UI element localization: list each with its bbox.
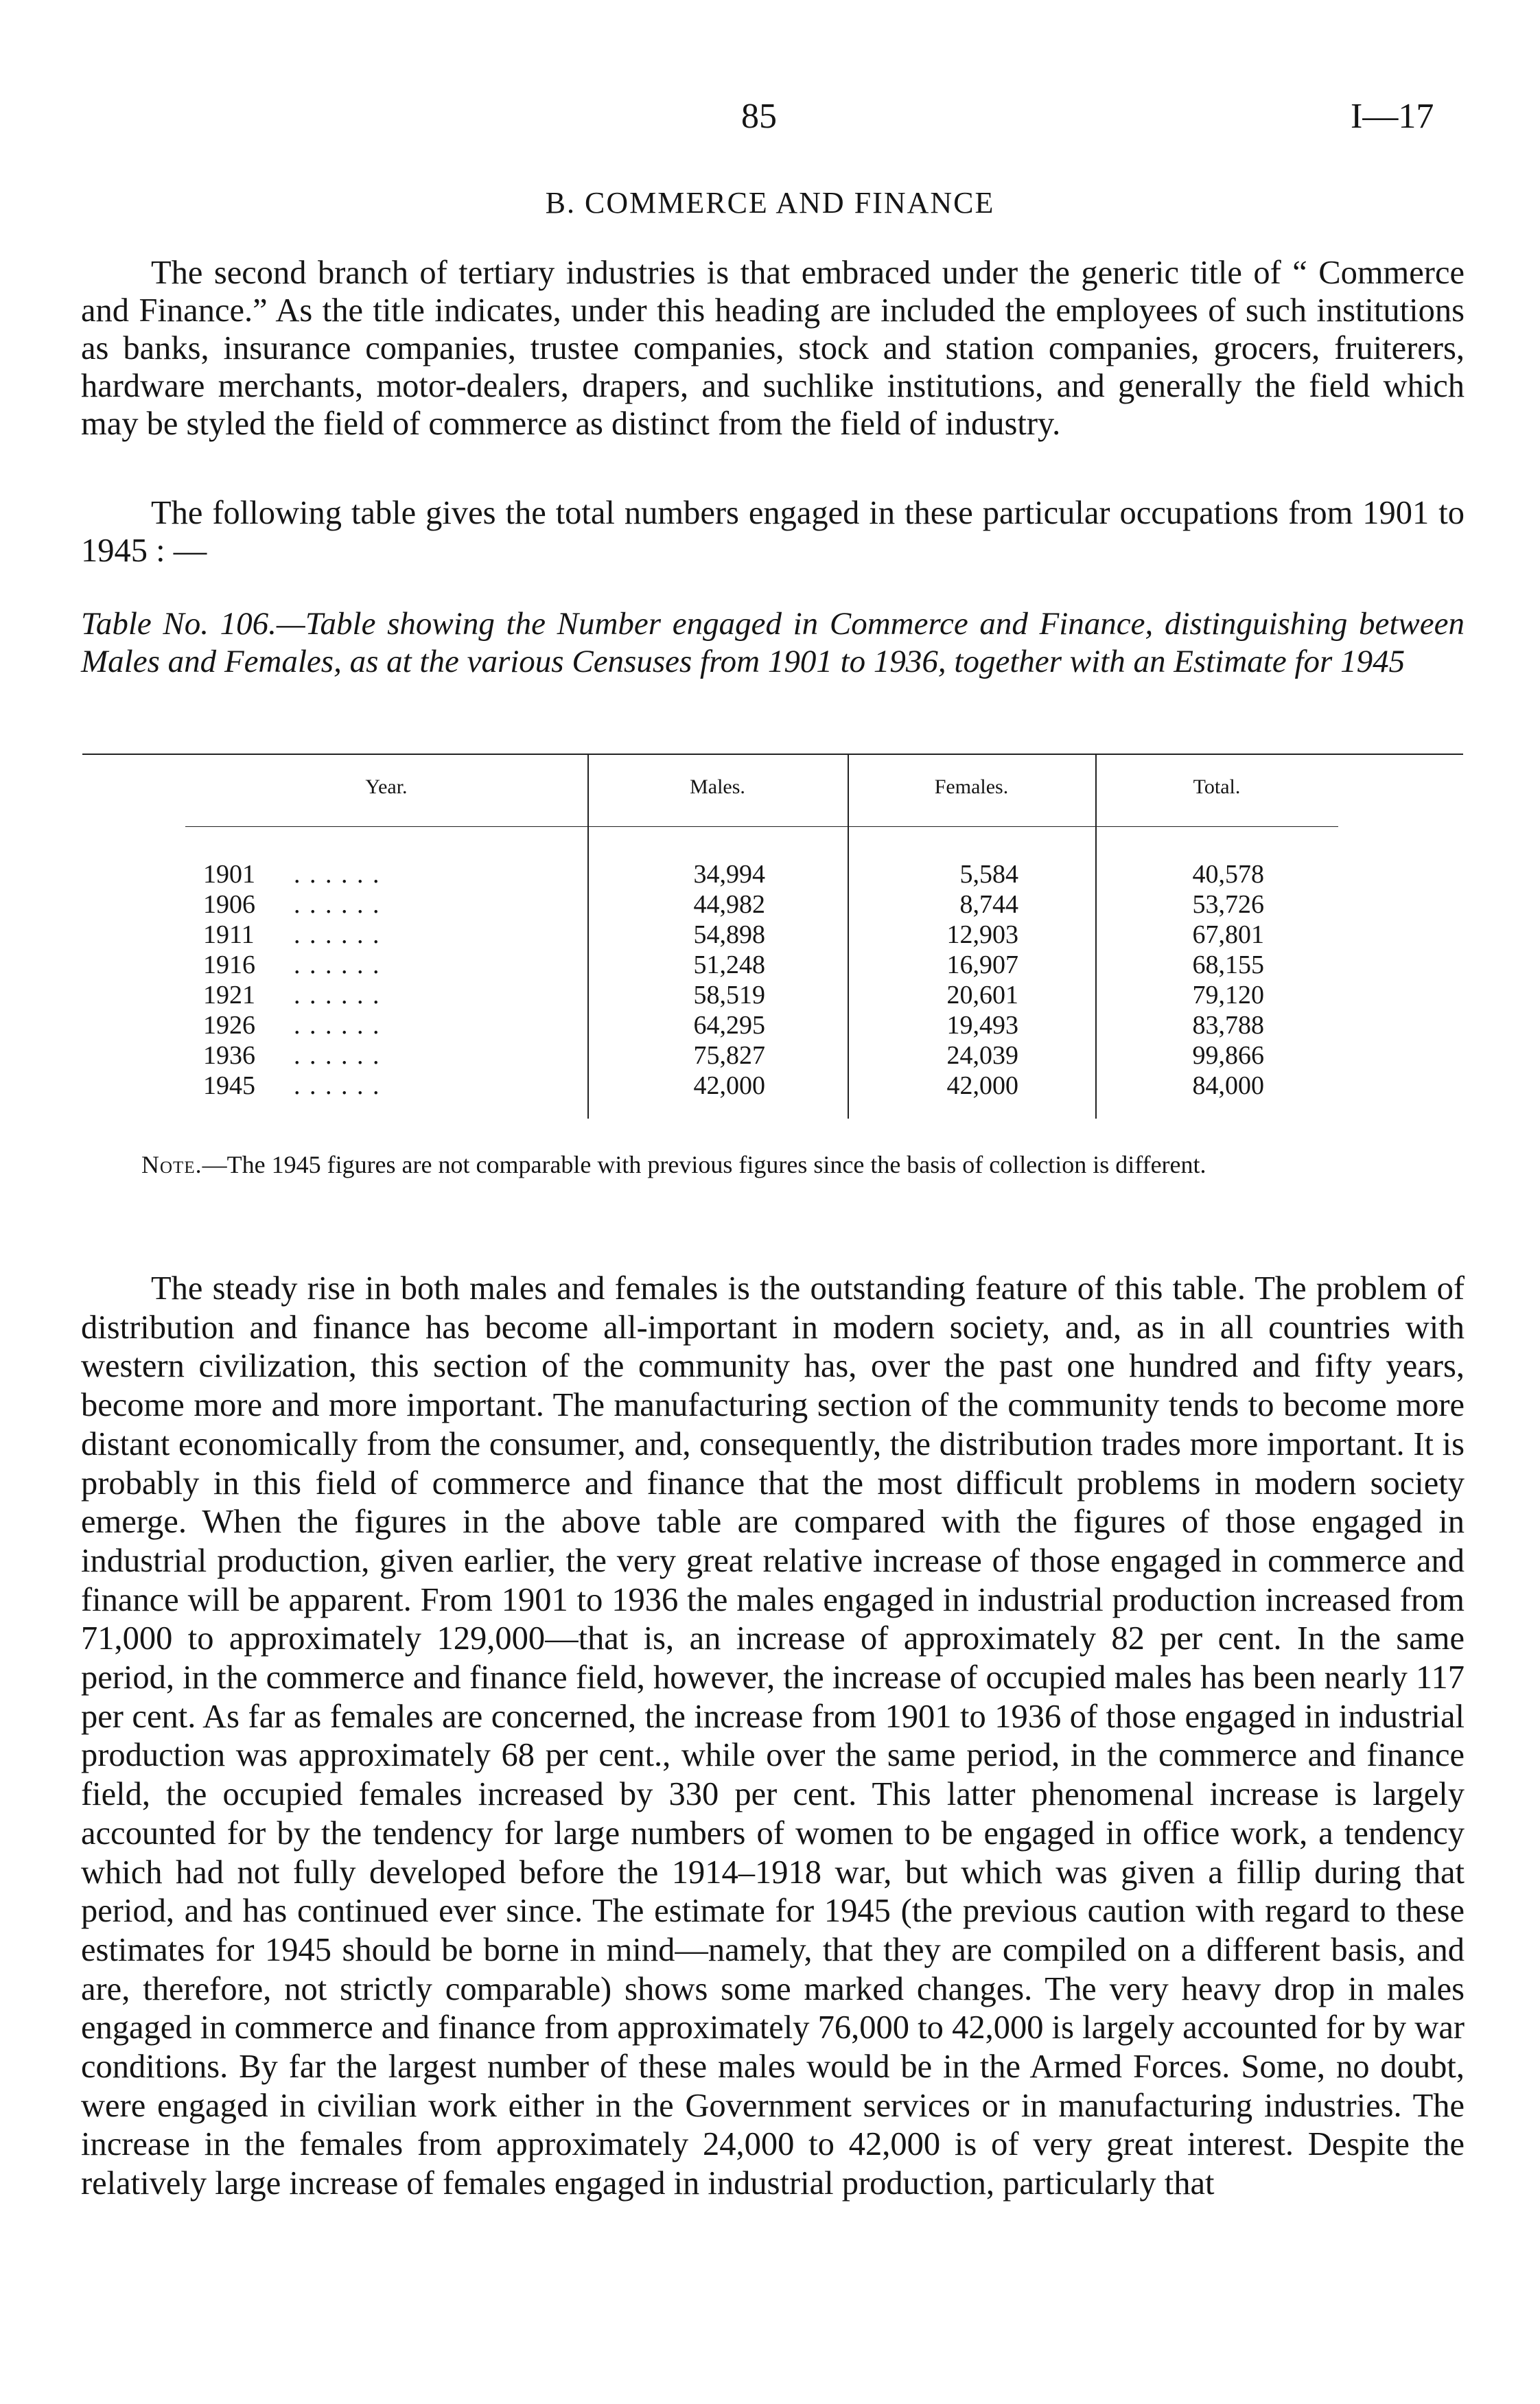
cell-females: 16,907 [946,950,1018,979]
cell-males: 51,248 [693,950,765,979]
leader-dots: . . . . . . [294,1071,381,1100]
cell-females: 42,000 [946,1071,1018,1100]
cell-total: 83,788 [1192,1011,1264,1040]
cell-females: 20,601 [946,981,1018,1010]
cell-year: 1921 [203,981,255,1010]
leader-dots: . . . . . . [294,920,381,949]
column-header-year: Year. [365,775,408,798]
table-row [0,1010,1540,1040]
table-row [0,980,1540,1010]
analysis-paragraph: The steady rise in both males and females is the outstanding feature of this table. The problem of distribution and finance has become all-important in modern society, and, as in all countries with western civilization, this section of the community has, over the past one hundred and fifty years, become more and more important. The manufacturing section of the community tends to become more distant economically from the consumer, and, consequently, the distribution trades more important. It is probably in this field of commerce and finance that the most difficult problems in modern society emerge. When the figures in the above table are compared with the figures of those engaged in industrial production, given earlier, the very great relative increase of those engaged in commerce and finance will be apparent. From 1901 to 1936 the males engaged in industrial production increased from 71,000 to approximately 129,000—that is, an increase of approximately 82 per cent. In the same period, in the commerce and finance field, however, the increase of occupied males has been nearly 117 per cent. As far as females are concerned, the increase from 1901 to 1936 of those engaged in industrial production was approximately 68 per cent., while over the same period, in the commerce and finance field, the occupied females increased by 330 per cent. This latter phenomenal increase is largely accounted for by the tendency for large numbers of women to be engaged in office work, a tendency which had not fully developed before the 1914–1918 war, but which was given a fillip during that period, and has continued ever since. The estimate for 1945 (the previous caution with regard to these estimates for 1945 should be borne in mind—namely, that they are compiled on a different basis, and are, therefore, not strictly comparable) shows some marked changes. The very heavy drop in males engaged in commerce and finance from approximately 76,000 to 42,000 is largely accounted for by war conditions. By far the largest number of these males would be in the Armed Forces. Some, no doubt, were engaged in civilian work either in the Government services or in manufacturing industries. The increase in the females from approximately 24,000 to 42,000 is of very great interest. Despite the relatively large increase of females engaged in industrial production, particularly that [81,1270,1465,2202]
table-intro-paragraph: The following table gives the total numbers engaged in these particular occupations from 1901 to 1945 : — [81,495,1465,569]
column-header-females: Females. [934,775,1009,798]
cell-total: 99,866 [1192,1041,1264,1070]
table-header-rule [185,826,1338,827]
table-row [0,1071,1540,1101]
cell-year: 1901 [203,860,255,889]
table-top-rule [82,754,1463,755]
column-header-total: Total. [1193,775,1241,798]
cell-total: 79,120 [1192,981,1264,1010]
cell-total: 67,801 [1192,920,1264,949]
cell-males: 58,519 [693,981,765,1010]
leader-dots: . . . . . . [294,890,381,919]
table-row [0,950,1540,980]
cell-year: 1936 [203,1041,255,1070]
cell-males: 64,295 [693,1011,765,1040]
cell-total: 84,000 [1192,1071,1264,1100]
cell-males: 44,982 [693,890,765,919]
cell-females: 12,903 [946,920,1018,949]
cell-males: 75,827 [693,1041,765,1070]
cell-total: 40,578 [1192,860,1264,889]
cell-males: 54,898 [693,920,765,949]
note-text: —The 1945 figures are not comparable with previous figures since the basis of collection is different. [202,1151,1206,1178]
table-caption: Table No. 106.—Table showing the Number engaged in Commerce and Finance, distinguishing between Males and Females, as at the various Censuses from 1901 to 1936, together with an Estimate for 1945 [81,606,1465,679]
leader-dots: . . . . . . [294,1011,381,1040]
table-row [0,889,1540,920]
cell-females: 5,584 [959,860,1018,889]
note-label: Note. [141,1151,202,1178]
leader-dots: . . . . . . [294,860,381,889]
cell-females: 8,744 [959,890,1018,919]
intro-paragraph: The second branch of tertiary industries is that embraced under the generic title of “ Commerce and Finance.” As the title indicates, under this heading are included the employees of such institutions as banks, insurance companies, trustee companies, stock and station companies, grocers, fruiterers, hardware merchants, motor-dealers, drapers, and suchlike institutions, and generally the field which may be styled the field of commerce as distinct from the field of industry. [81,255,1465,442]
table-row [0,920,1540,950]
leader-dots: . . . . . . [294,950,381,979]
leader-dots: . . . . . . [294,981,381,1010]
leader-dots: . . . . . . [294,1041,381,1070]
page-reference: I—17 [1351,97,1434,136]
cell-year: 1926 [203,1011,255,1040]
table-row [0,1040,1540,1071]
cell-total: 68,155 [1192,950,1264,979]
cell-year: 1945 [203,1071,255,1100]
table-row [0,859,1540,889]
cell-females: 24,039 [946,1041,1018,1070]
section-heading: B. COMMERCE AND FINANCE [545,186,995,220]
cell-males: 34,994 [693,860,765,889]
table-note [81,1150,1465,1180]
cell-females: 19,493 [946,1011,1018,1040]
column-header-males: Males. [690,775,745,798]
cell-year: 1906 [203,890,255,919]
page-number: 85 [741,97,777,136]
cell-males: 42,000 [693,1071,765,1100]
cell-year: 1911 [203,920,255,949]
cell-year: 1916 [203,950,255,979]
cell-total: 53,726 [1192,890,1264,919]
